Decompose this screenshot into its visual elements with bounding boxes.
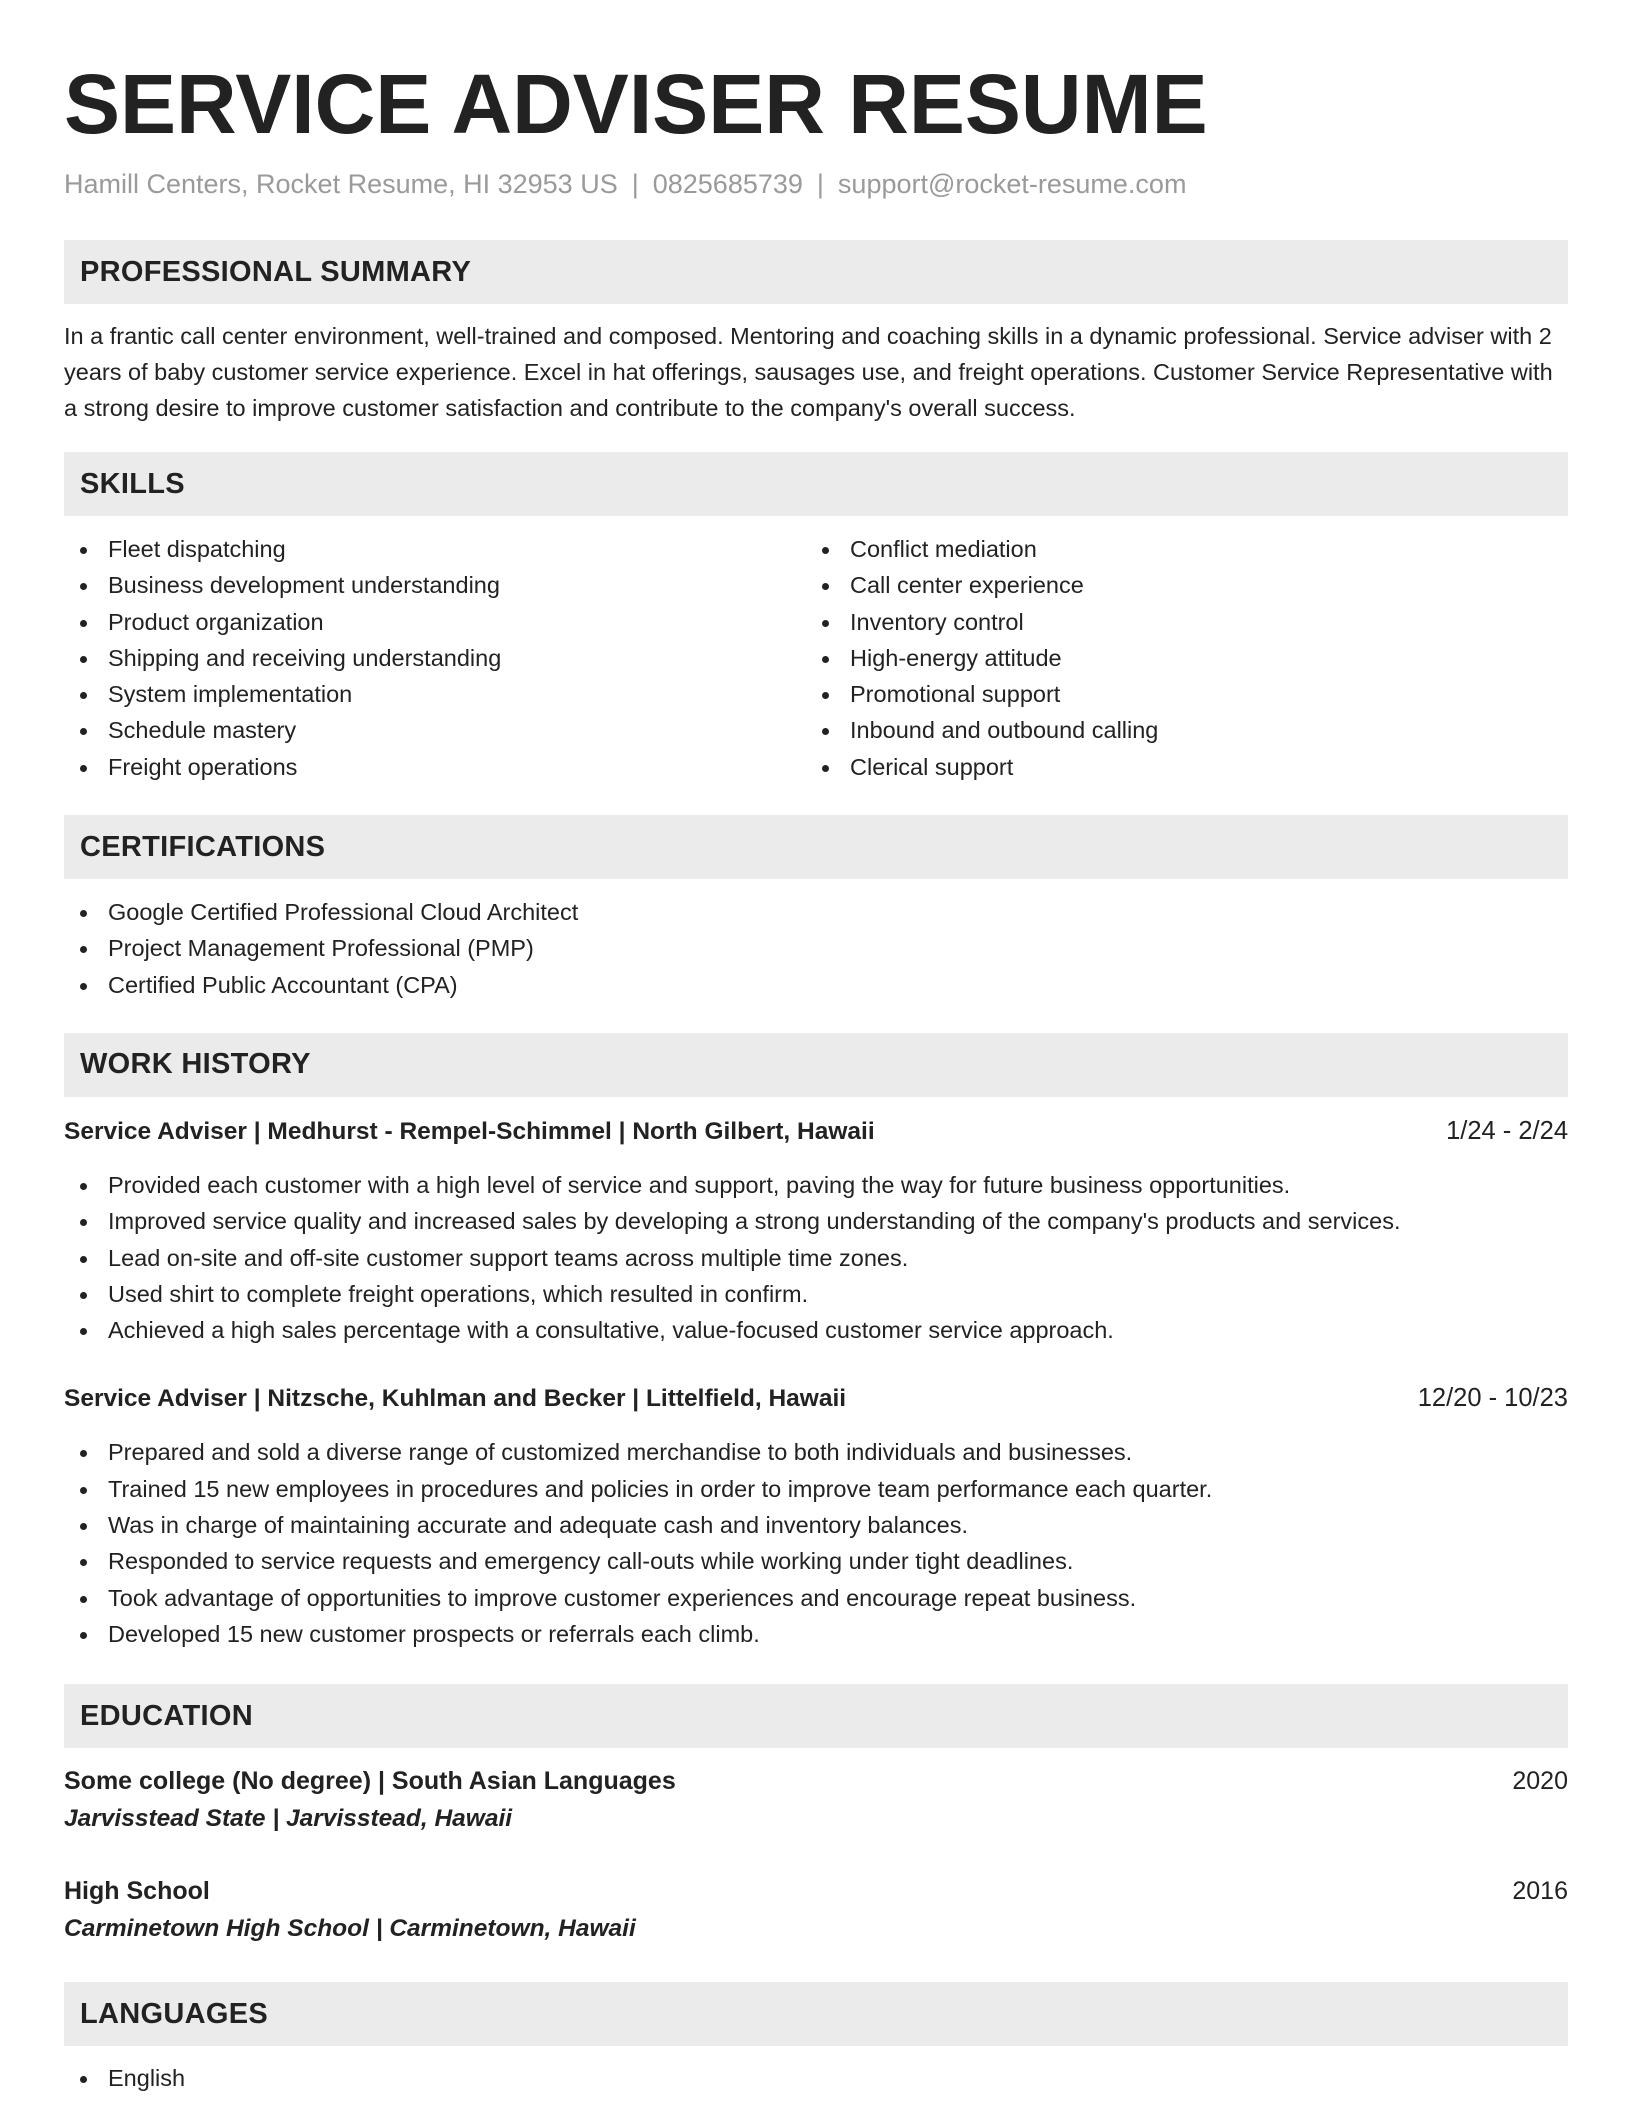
section-heading-education: EDUCATION bbox=[64, 1684, 1568, 1748]
skill-item: Inbound and outbound calling bbox=[806, 712, 1548, 748]
resume-title: SERVICE ADVISER RESUME bbox=[64, 57, 1208, 151]
education-degree: High School bbox=[64, 1877, 210, 1906]
contact-address: Hamill Centers, Rocket Resume, HI 32953 US bbox=[64, 169, 618, 199]
job-entry bbox=[64, 1113, 1568, 1348]
education-entry bbox=[64, 1872, 1568, 1948]
skills-list-left bbox=[64, 531, 806, 785]
certification-item: Project Management Professional (PMP) bbox=[64, 930, 1568, 966]
section-heading-certifications: CERTIFICATIONS bbox=[64, 815, 1568, 879]
education-entry bbox=[64, 1762, 1568, 1838]
contact-separator: | bbox=[816, 169, 824, 199]
job-entry bbox=[64, 1380, 1568, 1652]
skill-item: Schedule mastery bbox=[64, 712, 806, 748]
education-school: Carminetown High School | Carminetown, Hawaii bbox=[64, 1915, 636, 1943]
languages-list bbox=[64, 2060, 1568, 2096]
skills-columns bbox=[64, 531, 1568, 785]
job-bullet: Was in charge of maintaining accurate and adequate cash and inventory balances. bbox=[64, 1507, 1568, 1543]
contact-line bbox=[64, 166, 1568, 202]
language-item: English bbox=[64, 2060, 1568, 2096]
job-dates: 1/24 - 2/24 bbox=[1446, 1116, 1568, 1145]
skill-item: Product organization bbox=[64, 604, 806, 640]
skill-item: Inventory control bbox=[806, 604, 1548, 640]
job-bullet: Provided each customer with a high level of service and support, paving the way for future business opportunities. bbox=[64, 1167, 1568, 1203]
contact-email: support@rocket-resume.com bbox=[837, 169, 1187, 199]
skills-list-right bbox=[806, 531, 1548, 785]
job-bullets bbox=[64, 1167, 1568, 1348]
job-bullet: Lead on-site and off-site customer support teams across multiple time zones. bbox=[64, 1240, 1568, 1276]
job-bullet: Developed 15 new customer prospects or referrals each climb. bbox=[64, 1616, 1568, 1652]
certification-item: Certified Public Accountant (CPA) bbox=[64, 967, 1568, 1003]
section-heading-work-history: WORK HISTORY bbox=[64, 1033, 1568, 1097]
skill-item: Conflict mediation bbox=[806, 531, 1548, 567]
education-header bbox=[64, 1872, 1568, 1910]
job-bullet: Responded to service requests and emergency call-outs while working under tight deadlines. bbox=[64, 1543, 1568, 1579]
skill-item: High-energy attitude bbox=[806, 640, 1548, 676]
job-title: Service Adviser | Medhurst - Rempel-Schimmel | North Gilbert, Hawaii bbox=[64, 1117, 875, 1145]
skill-item: System implementation bbox=[64, 676, 806, 712]
section-heading-skills: SKILLS bbox=[64, 452, 1568, 516]
job-bullets bbox=[64, 1434, 1568, 1652]
job-bullet: Trained 15 new employees in procedures and policies in order to improve team performance each quarter. bbox=[64, 1471, 1568, 1507]
contact-separator: | bbox=[631, 169, 639, 199]
certification-item: Google Certified Professional Cloud Architect bbox=[64, 894, 1568, 930]
summary-text: In a frantic call center environment, well-trained and composed. Mentoring and coaching skills in a dynamic professional. Service adviser with 2 years of baby customer service experience. Excel in hat offerings, sausages use, and freight operations. Customer Service Representative with a strong desire to improve customer satisfaction and contribute to the company's overall success. bbox=[64, 323, 1553, 421]
job-header bbox=[64, 1113, 1568, 1150]
job-bullet: Prepared and sold a diverse range of customized merchandise to both individuals and businesses. bbox=[64, 1434, 1568, 1470]
job-bullet: Used shirt to complete freight operations, which resulted in confirm. bbox=[64, 1276, 1568, 1312]
job-bullet: Improved service quality and increased sales by developing a strong understanding of the company's products and services. bbox=[64, 1203, 1568, 1239]
certifications-list bbox=[64, 894, 1568, 1003]
education-school: Jarvisstead State | Jarvisstead, Hawaii bbox=[64, 1805, 513, 1833]
skill-item: Promotional support bbox=[806, 676, 1548, 712]
education-year: 2016 bbox=[1512, 1877, 1568, 1906]
contact-phone: 0825685739 bbox=[652, 169, 803, 199]
skill-item: Shipping and receiving understanding bbox=[64, 640, 806, 676]
education-year: 2020 bbox=[1512, 1767, 1568, 1796]
education-header bbox=[64, 1762, 1568, 1800]
job-header bbox=[64, 1380, 1568, 1417]
job-bullet: Took advantage of opportunities to improve customer experiences and encourage repeat business. bbox=[64, 1580, 1568, 1616]
section-heading-languages: LANGUAGES bbox=[64, 1982, 1568, 2046]
job-dates: 12/20 - 10/23 bbox=[1417, 1384, 1568, 1413]
skill-item: Freight operations bbox=[64, 749, 806, 785]
job-title: Service Adviser | Nitzsche, Kuhlman and Becker | Littelfield, Hawaii bbox=[64, 1385, 847, 1413]
skill-item: Fleet dispatching bbox=[64, 531, 806, 567]
skill-item: Clerical support bbox=[806, 749, 1548, 785]
education-degree: Some college (No degree) | South Asian Languages bbox=[64, 1767, 676, 1796]
skill-item: Business development understanding bbox=[64, 567, 806, 603]
job-bullet: Achieved a high sales percentage with a consultative, value-focused customer service approach. bbox=[64, 1312, 1568, 1348]
skill-item: Call center experience bbox=[806, 567, 1548, 603]
section-heading-summary: PROFESSIONAL SUMMARY bbox=[64, 240, 1568, 304]
